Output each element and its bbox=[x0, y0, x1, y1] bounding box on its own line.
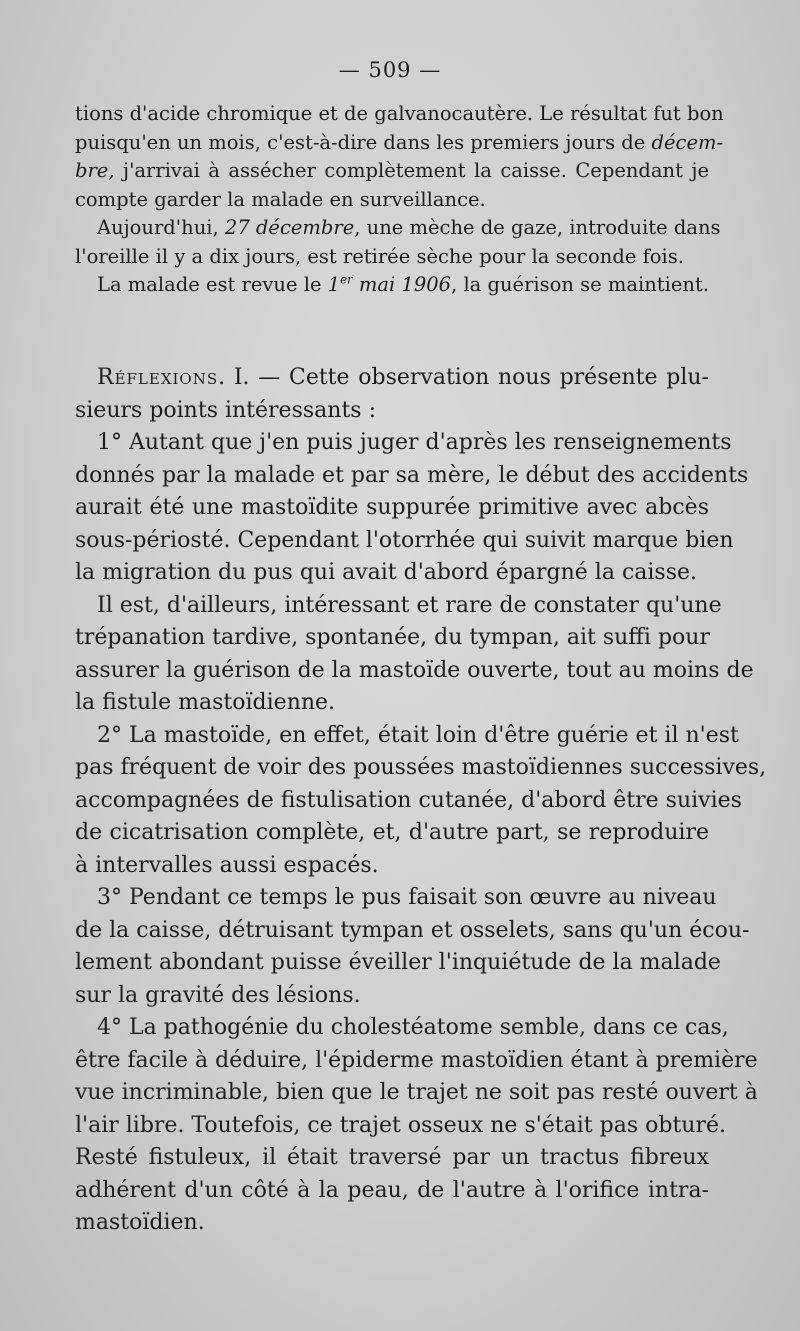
text-run: l'air libre. Toutefois, ce trajet osseux ne s'était pas obturé. bbox=[75, 1112, 726, 1138]
text-line bbox=[75, 129, 724, 158]
page-number: — 509 — bbox=[338, 58, 442, 82]
text-run: adhérent d'un côté à la peau, de l'autre à l'orifice intra- bbox=[75, 1177, 709, 1203]
text-run: lement abondant puisse éveiller l'inquiétude de la malade bbox=[75, 950, 721, 975]
text-run: 3° Pendant ce temps le pus faisait son œuvre au niveau bbox=[97, 885, 717, 910]
text-run: la fistule mastoïdienne. bbox=[75, 690, 336, 715]
text-line bbox=[75, 655, 754, 688]
text-run: 1° Autant que j'en puis juger d'après les renseignements bbox=[97, 430, 732, 455]
reflexions-text-block bbox=[75, 362, 767, 1240]
text-line bbox=[75, 785, 742, 818]
text-line bbox=[75, 362, 709, 395]
text-run: Aujourd'hui, bbox=[97, 216, 225, 239]
text-run: 27 décembre bbox=[224, 216, 355, 239]
text-line bbox=[75, 1110, 726, 1143]
text-line bbox=[75, 1207, 709, 1240]
text-line bbox=[75, 1142, 709, 1175]
text-run: bre, bbox=[75, 159, 115, 182]
text-line bbox=[75, 395, 709, 428]
text-run: . I. — Cette observation nous présente plu- bbox=[218, 365, 709, 390]
text-run: sous-périosté. Cependant l'otorrhée qui suivit marque bien bbox=[75, 527, 734, 553]
text-line bbox=[75, 557, 709, 590]
text-run: être facile à déduire, l'épiderme mastoïdien étant à première bbox=[75, 1047, 758, 1073]
text-run: donnés par la malade et par sa mère, le début des accidents bbox=[75, 462, 749, 488]
text-run: Il est, d'ailleurs, intéressant et rare de constater qu'une bbox=[97, 592, 722, 618]
text-run: , une mèche de gaze, introduite dans bbox=[354, 216, 721, 239]
text-run: j'arrivai à assécher complètement la caisse. Cependant je bbox=[114, 159, 709, 182]
text-run: trépanation tardive, spontanée, du tympan, ait suffi pour bbox=[75, 625, 710, 650]
text-line bbox=[75, 915, 750, 948]
text-line bbox=[75, 157, 709, 186]
text-line bbox=[75, 186, 709, 215]
text-run: assurer la guérison de la mastoïde ouverte, tout au moins de bbox=[75, 657, 754, 683]
text-line bbox=[75, 100, 724, 129]
text-run: sieurs points intéressants : bbox=[75, 397, 376, 423]
text-run: 4° La pathogénie du cholestéatome semble, dans ce cas, bbox=[97, 1015, 729, 1040]
text-run: l'oreille il y a dix jours, est retirée sèche pour la seconde fois. bbox=[75, 244, 684, 268]
top-text-block bbox=[75, 100, 724, 300]
text-line bbox=[75, 947, 721, 980]
text-line bbox=[75, 622, 709, 655]
text-line bbox=[75, 1045, 758, 1078]
text-line bbox=[75, 850, 709, 883]
text-run: Resté fistuleux, il était traversé par un tractus fibreux bbox=[75, 1145, 709, 1170]
text-run: aurait été une mastoïdite suppurée primitive avec abcès bbox=[75, 495, 709, 520]
text-line bbox=[75, 1175, 709, 1208]
text-line bbox=[75, 214, 721, 243]
text-run: la migration du pus qui avait d'abord épargné la caisse. bbox=[75, 560, 698, 585]
text-run: vue incriminable, bien que le trajet ne soit pas resté ouvert à bbox=[75, 1080, 758, 1105]
text-line bbox=[75, 243, 709, 272]
text-run: décem- bbox=[651, 130, 724, 154]
text-run: er bbox=[340, 272, 353, 287]
text-line bbox=[75, 882, 717, 915]
text-run: La malade est revue le bbox=[97, 273, 328, 296]
text-run: , la guérison se maintient. bbox=[451, 273, 710, 296]
text-run: accompagnées de fistulisation cutanée, d'abord être suivies bbox=[75, 787, 742, 813]
text-line bbox=[75, 271, 709, 300]
text-line bbox=[75, 1077, 758, 1110]
text-run: puisqu'en un mois, c'est-à-dire dans les premiers jours de bbox=[75, 130, 652, 154]
text-line bbox=[75, 817, 709, 850]
text-run: tions d'acide chromique et de galvanocautère. Le résultat fut bon bbox=[75, 102, 724, 125]
text-run: de cicatrisation complète, et, d'autre part, se reproduire bbox=[75, 820, 709, 845]
section-heading-word: Réflexions bbox=[97, 365, 219, 390]
text-run: de la caisse, détruisant tympan et osselets, sans qu'un écou- bbox=[75, 917, 750, 943]
text-run: compte garder la malade en surveillance. bbox=[75, 187, 486, 211]
text-run: 2° La mastoïde, en effet, était loin d'être guérie et il n'est bbox=[97, 722, 739, 748]
text-run: sur la gravité des lésions. bbox=[75, 982, 361, 1008]
text-run: 1 bbox=[327, 273, 341, 296]
text-run: pas fréquent de voir des poussées mastoïdiennes successives, bbox=[75, 755, 767, 780]
text-line bbox=[75, 525, 734, 558]
text-line bbox=[75, 427, 732, 460]
text-line bbox=[75, 590, 722, 623]
text-line bbox=[75, 687, 709, 720]
text-line bbox=[75, 720, 739, 753]
text-line bbox=[75, 980, 709, 1013]
text-line bbox=[75, 492, 709, 525]
text-line bbox=[75, 460, 749, 493]
text-run: mastoïdien. bbox=[75, 1210, 205, 1235]
text-line bbox=[75, 1012, 729, 1045]
text-run: à intervalles aussi espacés. bbox=[75, 852, 379, 878]
text-line bbox=[75, 752, 767, 785]
text-run: mai 1906 bbox=[352, 273, 452, 296]
